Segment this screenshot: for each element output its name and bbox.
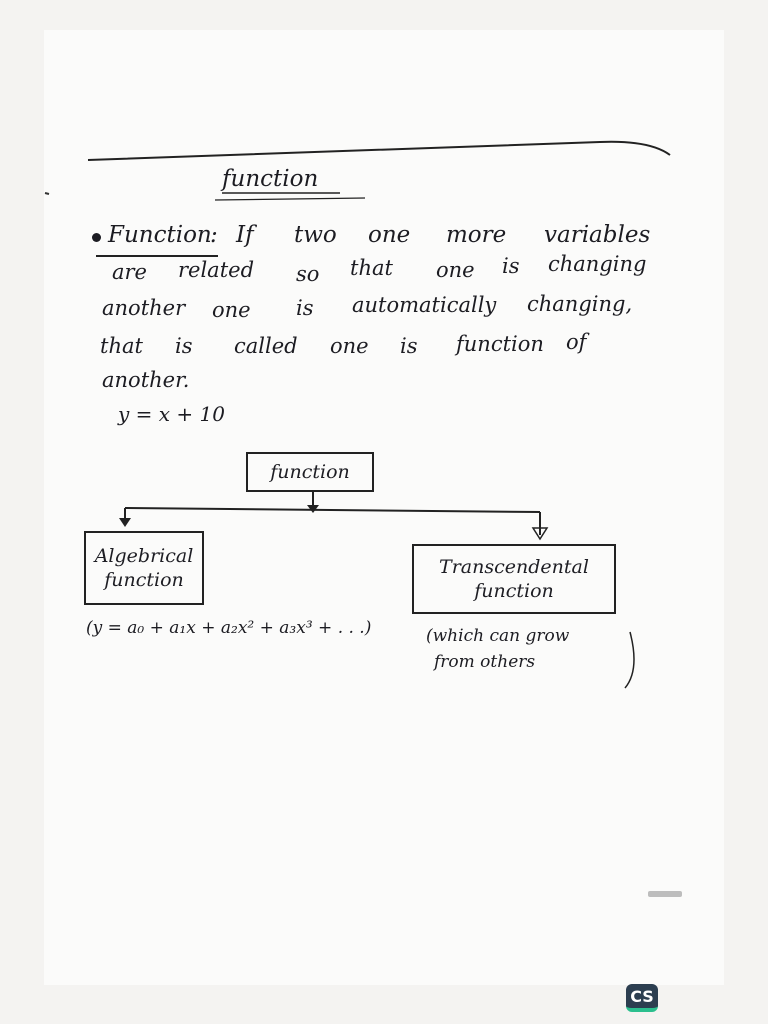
def-word: related bbox=[178, 258, 255, 282]
def-word: changing bbox=[548, 252, 647, 276]
algebraic-line2: function bbox=[104, 569, 184, 591]
definition-term: Function bbox=[108, 222, 212, 248]
transcendental-line1: Transcendental bbox=[439, 556, 589, 578]
transcendental-note-1: (which can grow bbox=[426, 626, 570, 646]
scanner-watermark bbox=[648, 891, 682, 897]
def-word: of bbox=[566, 330, 587, 354]
def-word: function bbox=[456, 332, 544, 356]
root-node-label: function bbox=[270, 461, 350, 483]
def-word: one bbox=[436, 258, 475, 282]
page-heading: function bbox=[222, 166, 319, 192]
transcendental-function-box bbox=[412, 544, 616, 614]
def-word: that bbox=[100, 334, 143, 358]
def-word: so bbox=[296, 262, 320, 286]
def-word: called bbox=[234, 334, 298, 358]
def-word: changing, bbox=[527, 292, 633, 316]
def-word: more bbox=[446, 222, 507, 248]
algebraic-function-box bbox=[84, 531, 204, 605]
def-word: is bbox=[502, 254, 520, 278]
def-word: is bbox=[175, 334, 193, 358]
bullet-dot bbox=[92, 233, 101, 242]
def-word: another bbox=[102, 296, 186, 320]
def-word: one bbox=[212, 298, 251, 322]
camscanner-logo: CS bbox=[626, 984, 658, 1012]
def-word: two bbox=[294, 222, 337, 248]
algebraic-function-label bbox=[95, 544, 194, 592]
def-word: another. bbox=[102, 368, 190, 392]
root-node-box bbox=[246, 452, 374, 492]
transcendental-function-label bbox=[439, 555, 589, 603]
def-word: one bbox=[330, 334, 369, 358]
def-word: variables bbox=[544, 222, 651, 248]
def-word: that bbox=[350, 256, 393, 280]
algebraic-example: (y = a₀ + a₁x + a₂x² + a₃x³ + . . .) bbox=[86, 618, 372, 638]
transcendental-line2: function bbox=[474, 580, 554, 602]
def-word: is bbox=[296, 296, 314, 320]
def-word: automatically bbox=[352, 293, 497, 317]
example-equation: y = x + 10 bbox=[118, 402, 225, 426]
def-word: are bbox=[112, 260, 147, 284]
def-word: is bbox=[400, 334, 418, 358]
transcendental-note-2: from others bbox=[434, 652, 536, 672]
definition-colon: : bbox=[210, 222, 218, 248]
algebraic-line1: Algebrical bbox=[94, 545, 194, 567]
def-word: If bbox=[236, 222, 254, 248]
def-word: one bbox=[368, 222, 411, 248]
